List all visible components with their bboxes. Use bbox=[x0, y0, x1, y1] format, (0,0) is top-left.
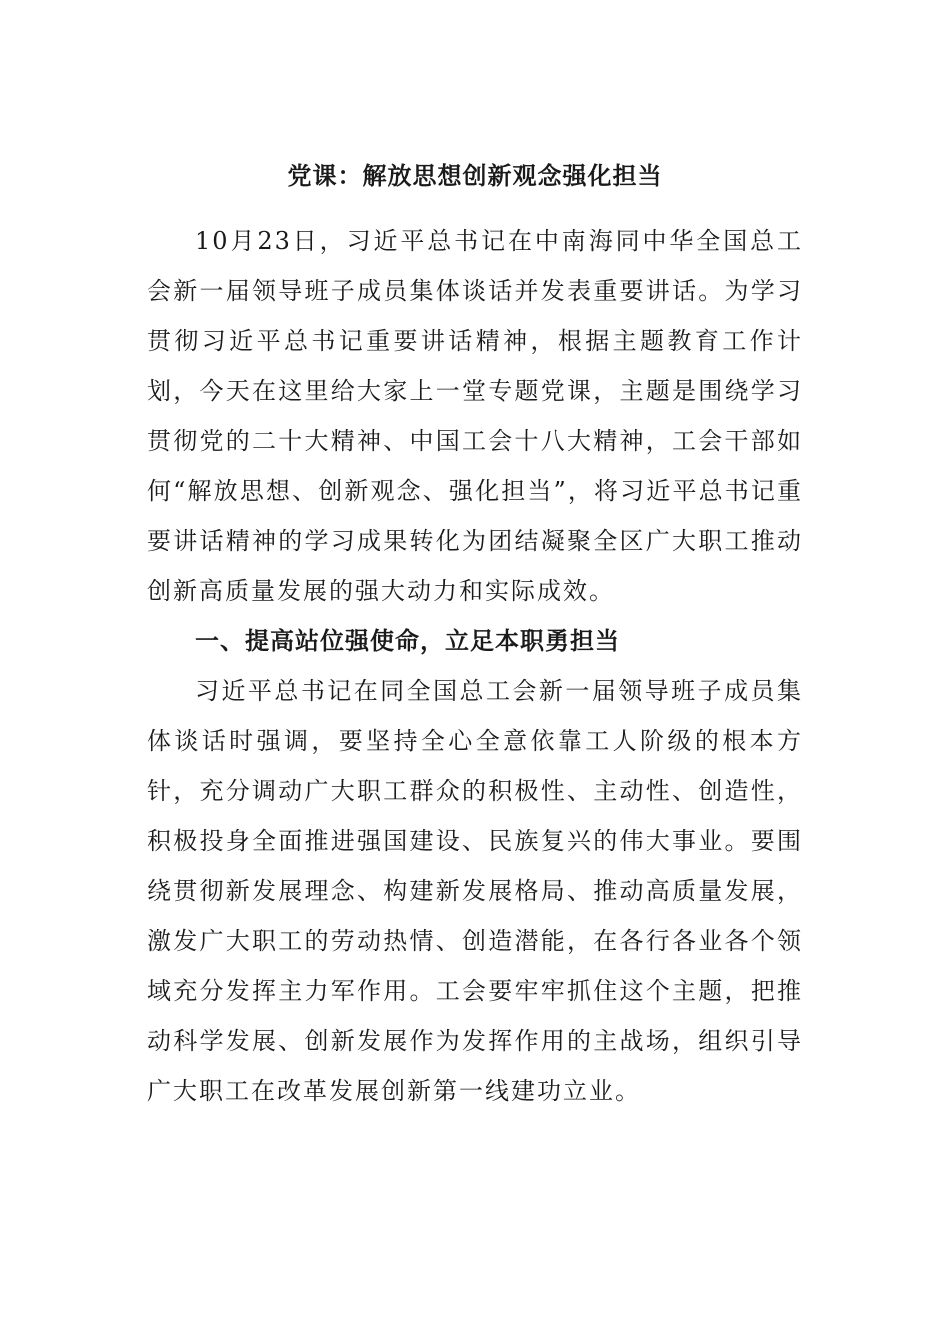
section-paragraph: 习近平总书记在同全国总工会新一届领导班子成员集体谈话时强调，要坚持全心全意依靠工人阶级的根本方针，充分调动广大职工群众的积极性、主动性、创造性，积极投身全面推进强国建设、民族复兴的伟大事业。要围绕贯彻新发展理念、构建新发展格局、推动高质量发展，激发广大职工的劳动热情、创造潜能，在各行各业各个领域充分发挥主力军作用。工会要牢牢抓住这个主题，把推动科学发展、创新发展作为发挥作用的主战场，组织引导广大职工在改革发展创新第一线建功立业。 bbox=[147, 677, 803, 1105]
section-heading: 一、提高站位强使命，立足本职勇担当 bbox=[195, 626, 620, 655]
document-title: 党课：解放思想创新观念强化担当 bbox=[287, 161, 663, 190]
document-body bbox=[147, 156, 803, 1116]
intro-paragraph: 10月23日，习近平总书记在中南海同中华全国总工会新一届领导班子成员集体谈话并发表重要讲话。为学习贯彻习近平总书记重要讲话精神，根据主题教育工作计划，今天在这里给大家上一堂专题党课，主题是围绕学习贯彻党的二十大精神、中国工会十八大精神，工会干部如何“解放思想、创新观念、强化担当”，将习近平总书记重要讲话精神的学习成果转化为团结凝聚全区广大职工推动创新高质量发展的强大动力和实际成效。 bbox=[147, 227, 803, 605]
